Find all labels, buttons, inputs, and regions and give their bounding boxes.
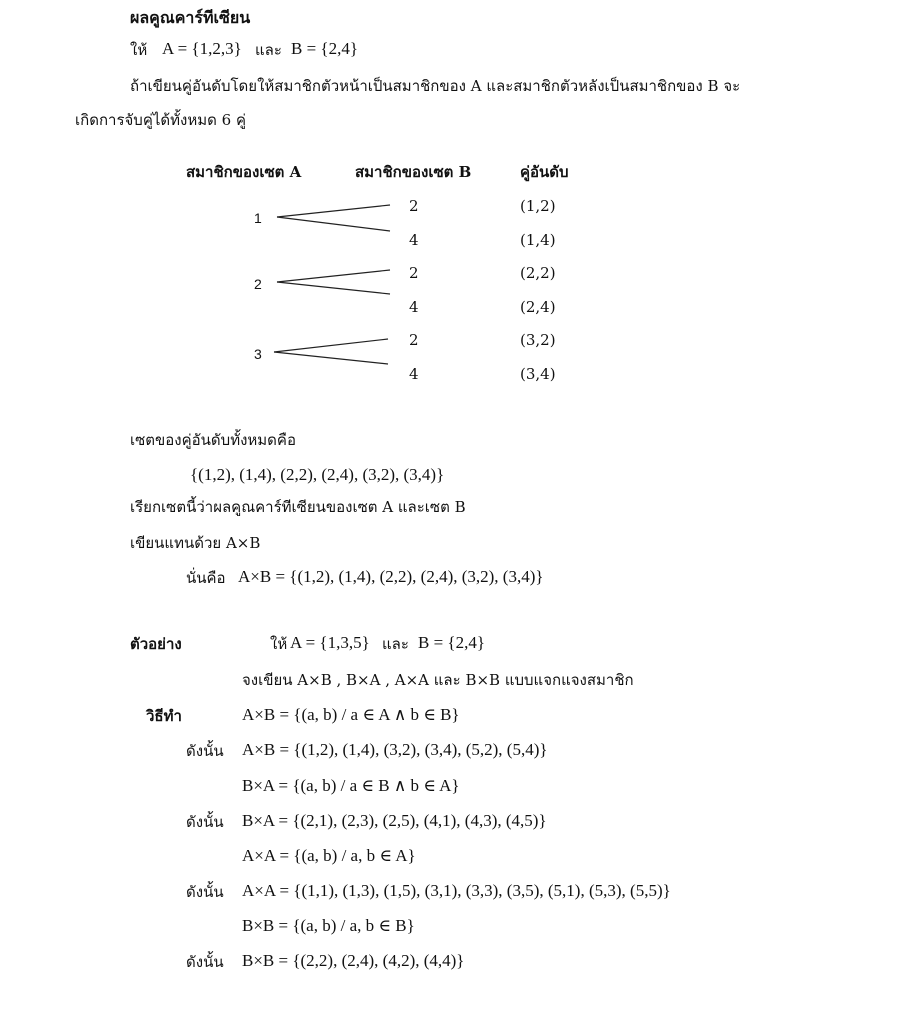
example-set-b: B = {2,4} xyxy=(418,633,485,652)
ordered-pair: (2,4) xyxy=(520,298,556,316)
step-result: B×A = {(2,1), (2,3), (2,5), (4,1), (4,3), (4,5)} xyxy=(242,811,547,830)
intro-paragraph-line1: ถ้าเขียนคู่อันดับโดยให้สมาชิกตัวหน้าเป็นสมาชิกของ A และสมาชิกตัวหลังเป็นสมาชิกของ B จะ xyxy=(130,77,741,95)
step-result: A×A = {(1,1), (1,3), (1,5), (3,1), (3,3), (3,5), (5,1), (5,3), (5,5)} xyxy=(242,881,671,900)
cartesian-product-definition: เรียกเซตนี้ว่าผลคูณคาร์ทีเซียนของเซต A และเซต B xyxy=(130,498,466,516)
ordered-pair: (1,2) xyxy=(520,197,556,215)
intro-paragraph-line2: เกิดการจับคู่ได้ทั้งหมด 6 คู่ xyxy=(75,111,246,129)
mapping-line-1-2 xyxy=(277,205,390,217)
set-b-element: 4 xyxy=(409,298,419,316)
set-b-element: 4 xyxy=(409,231,419,249)
ordered-pair: (1,4) xyxy=(520,231,556,249)
so-label: ดังนั้น xyxy=(186,813,224,831)
ordered-pair: (3,2) xyxy=(520,331,556,349)
method-label: วิธีทำ xyxy=(146,707,182,725)
set-a-definition: A = {1,2,3} xyxy=(162,39,242,58)
set-of-pairs-value: {(1,2), (1,4), (2,2), (2,4), (3,2), (3,4)} xyxy=(190,465,445,484)
set-of-pairs-label: เซตของคู่อันดับทั้งหมดคือ xyxy=(130,431,296,449)
set-a-element: 3 xyxy=(254,346,262,362)
set-b-element: 2 xyxy=(409,264,419,282)
so-label: ดังนั้น xyxy=(186,953,224,971)
set-b-element: 4 xyxy=(409,365,419,383)
and-word: และ xyxy=(255,41,282,59)
step-definition: A×B = {(a, b) / a ∈ A ∧ b ∈ B} xyxy=(242,705,460,724)
set-b-definition: B = {2,4} xyxy=(291,39,358,58)
notation-line: เขียนแทนด้วย A×B xyxy=(130,534,261,552)
mapping-line-3-2 xyxy=(274,339,388,352)
example-given-label: ให้ xyxy=(270,635,288,653)
page-title: ผลคูณคาร์ทีเซียน xyxy=(130,8,251,27)
step-definition: B×B = {(a, b) / a, b ∈ B} xyxy=(242,916,415,935)
step-result: B×B = {(2,2), (2,4), (4,2), (4,4)} xyxy=(242,951,465,970)
column-header-set-a: สมาชิกของเซต A xyxy=(186,163,302,181)
step-result: A×B = {(1,2), (1,4), (3,2), (3,4), (5,2), (5,4)} xyxy=(242,740,548,759)
example-label: ตัวอย่าง xyxy=(130,635,182,653)
set-a-element: 2 xyxy=(254,276,262,292)
mapping-line-1-4 xyxy=(277,217,390,231)
step-definition: B×A = {(a, b) / a ∈ B ∧ b ∈ A} xyxy=(242,776,460,795)
set-a-element: 1 xyxy=(254,210,262,226)
step-definition: A×A = {(a, b) / a, b ∈ A} xyxy=(242,846,416,865)
example-task: จงเขียน A×B , B×A , A×A และ B×B แบบแจกแจงสมาชิก xyxy=(242,671,634,689)
thus-label: นั่นคือ xyxy=(186,569,226,587)
mapping-line-3-4 xyxy=(274,352,388,364)
example-set-a: A = {1,3,5} xyxy=(290,633,370,652)
so-label: ดังนั้น xyxy=(186,742,224,760)
thus-value: A×B = {(1,2), (1,4), (2,2), (2,4), (3,2), (3,4)} xyxy=(238,567,544,586)
ordered-pair: (2,2) xyxy=(520,264,556,282)
mapping-line-2-2 xyxy=(277,270,390,282)
so-label: ดังนั้น xyxy=(186,883,224,901)
set-b-element: 2 xyxy=(409,197,419,215)
given-label: ให้ xyxy=(130,41,148,59)
ordered-pair: (3,4) xyxy=(520,365,556,383)
example-and-word: และ xyxy=(382,635,409,653)
column-header-set-b: สมาชิกของเซต B xyxy=(355,163,472,181)
column-header-ordered-pair: คู่อันดับ xyxy=(520,163,569,181)
mapping-line-2-4 xyxy=(277,282,390,294)
set-b-element: 2 xyxy=(409,331,419,349)
